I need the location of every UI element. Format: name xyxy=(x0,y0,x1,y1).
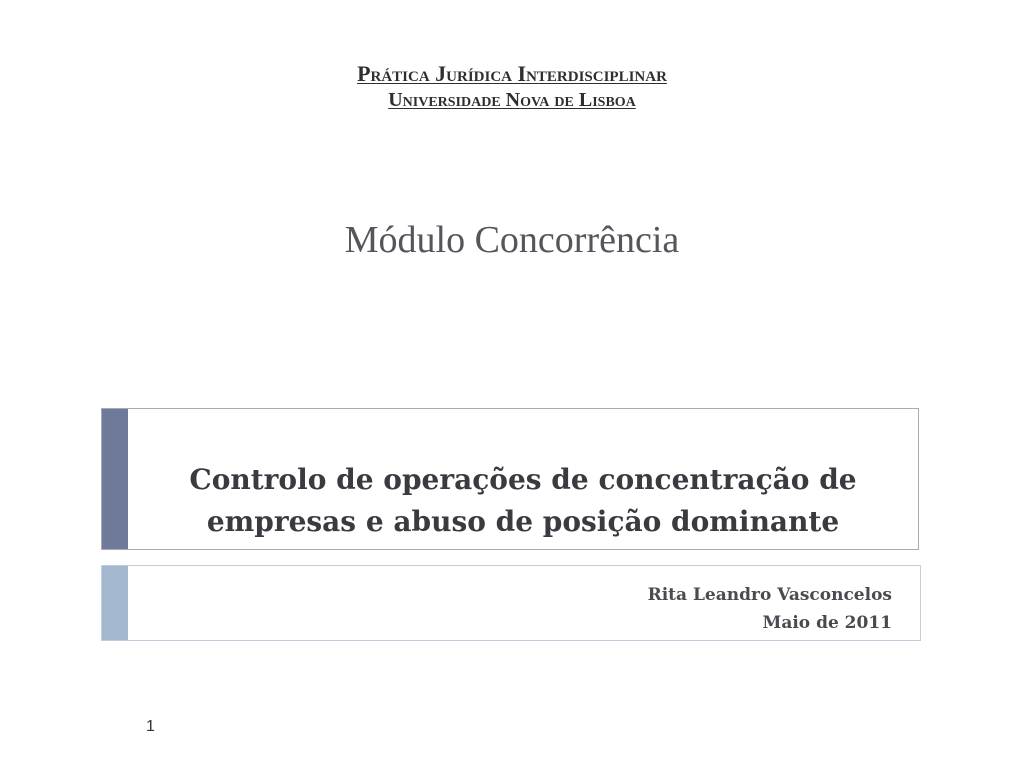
slide-header xyxy=(0,60,1024,112)
subtitle-accent-bar xyxy=(102,566,128,640)
title-accent-bar xyxy=(102,409,128,549)
slide-title xyxy=(128,459,918,543)
slide-title-line-1: Controlo de operações de concentração de xyxy=(189,463,857,496)
presentation-date: Maio de 2011 xyxy=(762,613,892,633)
title-box xyxy=(101,408,919,550)
author-name: Rita Leandro Vasconcelos xyxy=(647,585,892,605)
subtitle-text xyxy=(648,581,892,637)
subtitle-box xyxy=(101,565,921,641)
slide-title-line-2: empresas e abuso de posição dominante xyxy=(206,505,840,538)
module-title: Módulo Concorrência xyxy=(344,219,680,261)
course-title: Prática Jurídica Interdisciplinar xyxy=(357,61,667,86)
university-name: Universidade Nova de Lisboa xyxy=(388,89,636,111)
page-number: 1 xyxy=(146,718,155,735)
